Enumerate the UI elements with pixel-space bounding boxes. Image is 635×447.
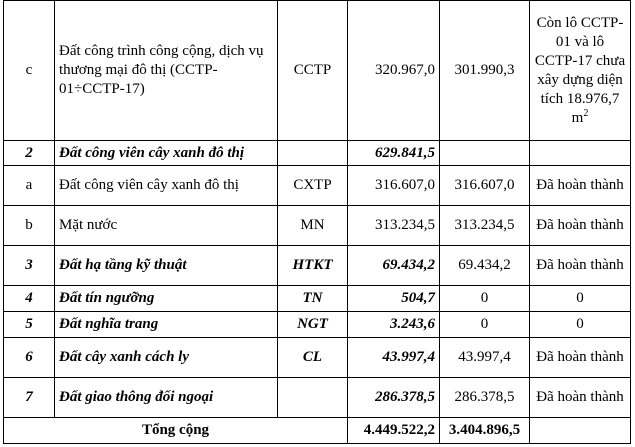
table-row [4, 246, 631, 286]
completed-value: 316.607,0 [440, 166, 530, 206]
total-note-cell [530, 418, 631, 444]
row-number: 2 [4, 141, 55, 166]
land-code: TN [278, 286, 348, 312]
row-number: b [4, 206, 55, 246]
land-type-name: Đất công viên cây xanh đô thị [55, 166, 278, 206]
total-row [4, 418, 631, 444]
completed-value: 313.234,5 [440, 206, 530, 246]
completed-value: 69.434,2 [440, 246, 530, 286]
row-number: a [4, 166, 55, 206]
note-cell: 0 [530, 312, 631, 338]
land-use-table [3, 0, 631, 444]
land-code: MN [278, 206, 348, 246]
table-row [4, 1, 631, 141]
land-code: HTKT [278, 246, 348, 286]
note-cell: Đã hoàn thành [530, 166, 631, 206]
area-value: 313.234,5 [348, 206, 440, 246]
area-value: 3.243,6 [348, 312, 440, 338]
note-cell [530, 141, 631, 166]
table-row [4, 166, 631, 206]
table-row [4, 338, 631, 378]
row-number: 5 [4, 312, 55, 338]
land-code: CXTP [278, 166, 348, 206]
land-type-name: Đất công trình công cộng, dịch vụ thương mại đô thị (CCTP-01÷CCTP-17) [55, 1, 278, 141]
area-value: 504,7 [348, 286, 440, 312]
land-code: CCTP [278, 1, 348, 141]
completed-value: 0 [440, 286, 530, 312]
table-row [4, 206, 631, 246]
note-cell: Đã hoàn thành [530, 206, 631, 246]
completed-value: 0 [440, 312, 530, 338]
note-text: Còn lô CCTP-01 và lô CCTP-17 chưa xây dựng diện tích 18.976,7 m [534, 14, 626, 126]
land-type-name: Mặt nước [55, 206, 278, 246]
row-number: 3 [4, 246, 55, 286]
land-type-name: Đất hạ tầng kỹ thuật [55, 246, 278, 286]
table-row [4, 312, 631, 338]
note-superscript: 2 [583, 107, 589, 119]
area-value: 629.841,5 [348, 141, 440, 166]
land-code: CL [278, 338, 348, 378]
area-value: 69.434,2 [348, 246, 440, 286]
land-code: NGT [278, 312, 348, 338]
note-cell [530, 1, 631, 141]
completed-value: 286.378,5 [440, 378, 530, 418]
land-type-name: Đất công viên cây xanh đô thị [55, 141, 278, 166]
land-type-name: Đất tín ngưỡng [55, 286, 278, 312]
area-value: 316.607,0 [348, 166, 440, 206]
row-number: 4 [4, 286, 55, 312]
table-row [4, 141, 631, 166]
total-label: Tổng cộng [4, 418, 348, 444]
note-cell: Đã hoàn thành [530, 246, 631, 286]
completed-value [440, 141, 530, 166]
area-value: 320.967,0 [348, 1, 440, 141]
row-number: c [4, 1, 55, 141]
table-row [4, 286, 631, 312]
total-completed-value: 3.404.896,5 [440, 418, 530, 444]
area-value: 286.378,5 [348, 378, 440, 418]
land-type-name: Đất giao thông đối ngoại [55, 378, 278, 418]
land-code [278, 141, 348, 166]
note-cell: 0 [530, 286, 631, 312]
total-area-value: 4.449.522,2 [348, 418, 440, 444]
completed-value: 301.990,3 [440, 1, 530, 141]
row-number: 6 [4, 338, 55, 378]
land-type-name: Đất nghĩa trang [55, 312, 278, 338]
land-code [278, 378, 348, 418]
land-type-name: Đất cây xanh cách ly [55, 338, 278, 378]
area-value: 43.997,4 [348, 338, 440, 378]
completed-value: 43.997,4 [440, 338, 530, 378]
row-number: 7 [4, 378, 55, 418]
table-row [4, 378, 631, 418]
note-cell: Đã hoàn thành [530, 378, 631, 418]
note-cell: Đã hoàn thành [530, 338, 631, 378]
